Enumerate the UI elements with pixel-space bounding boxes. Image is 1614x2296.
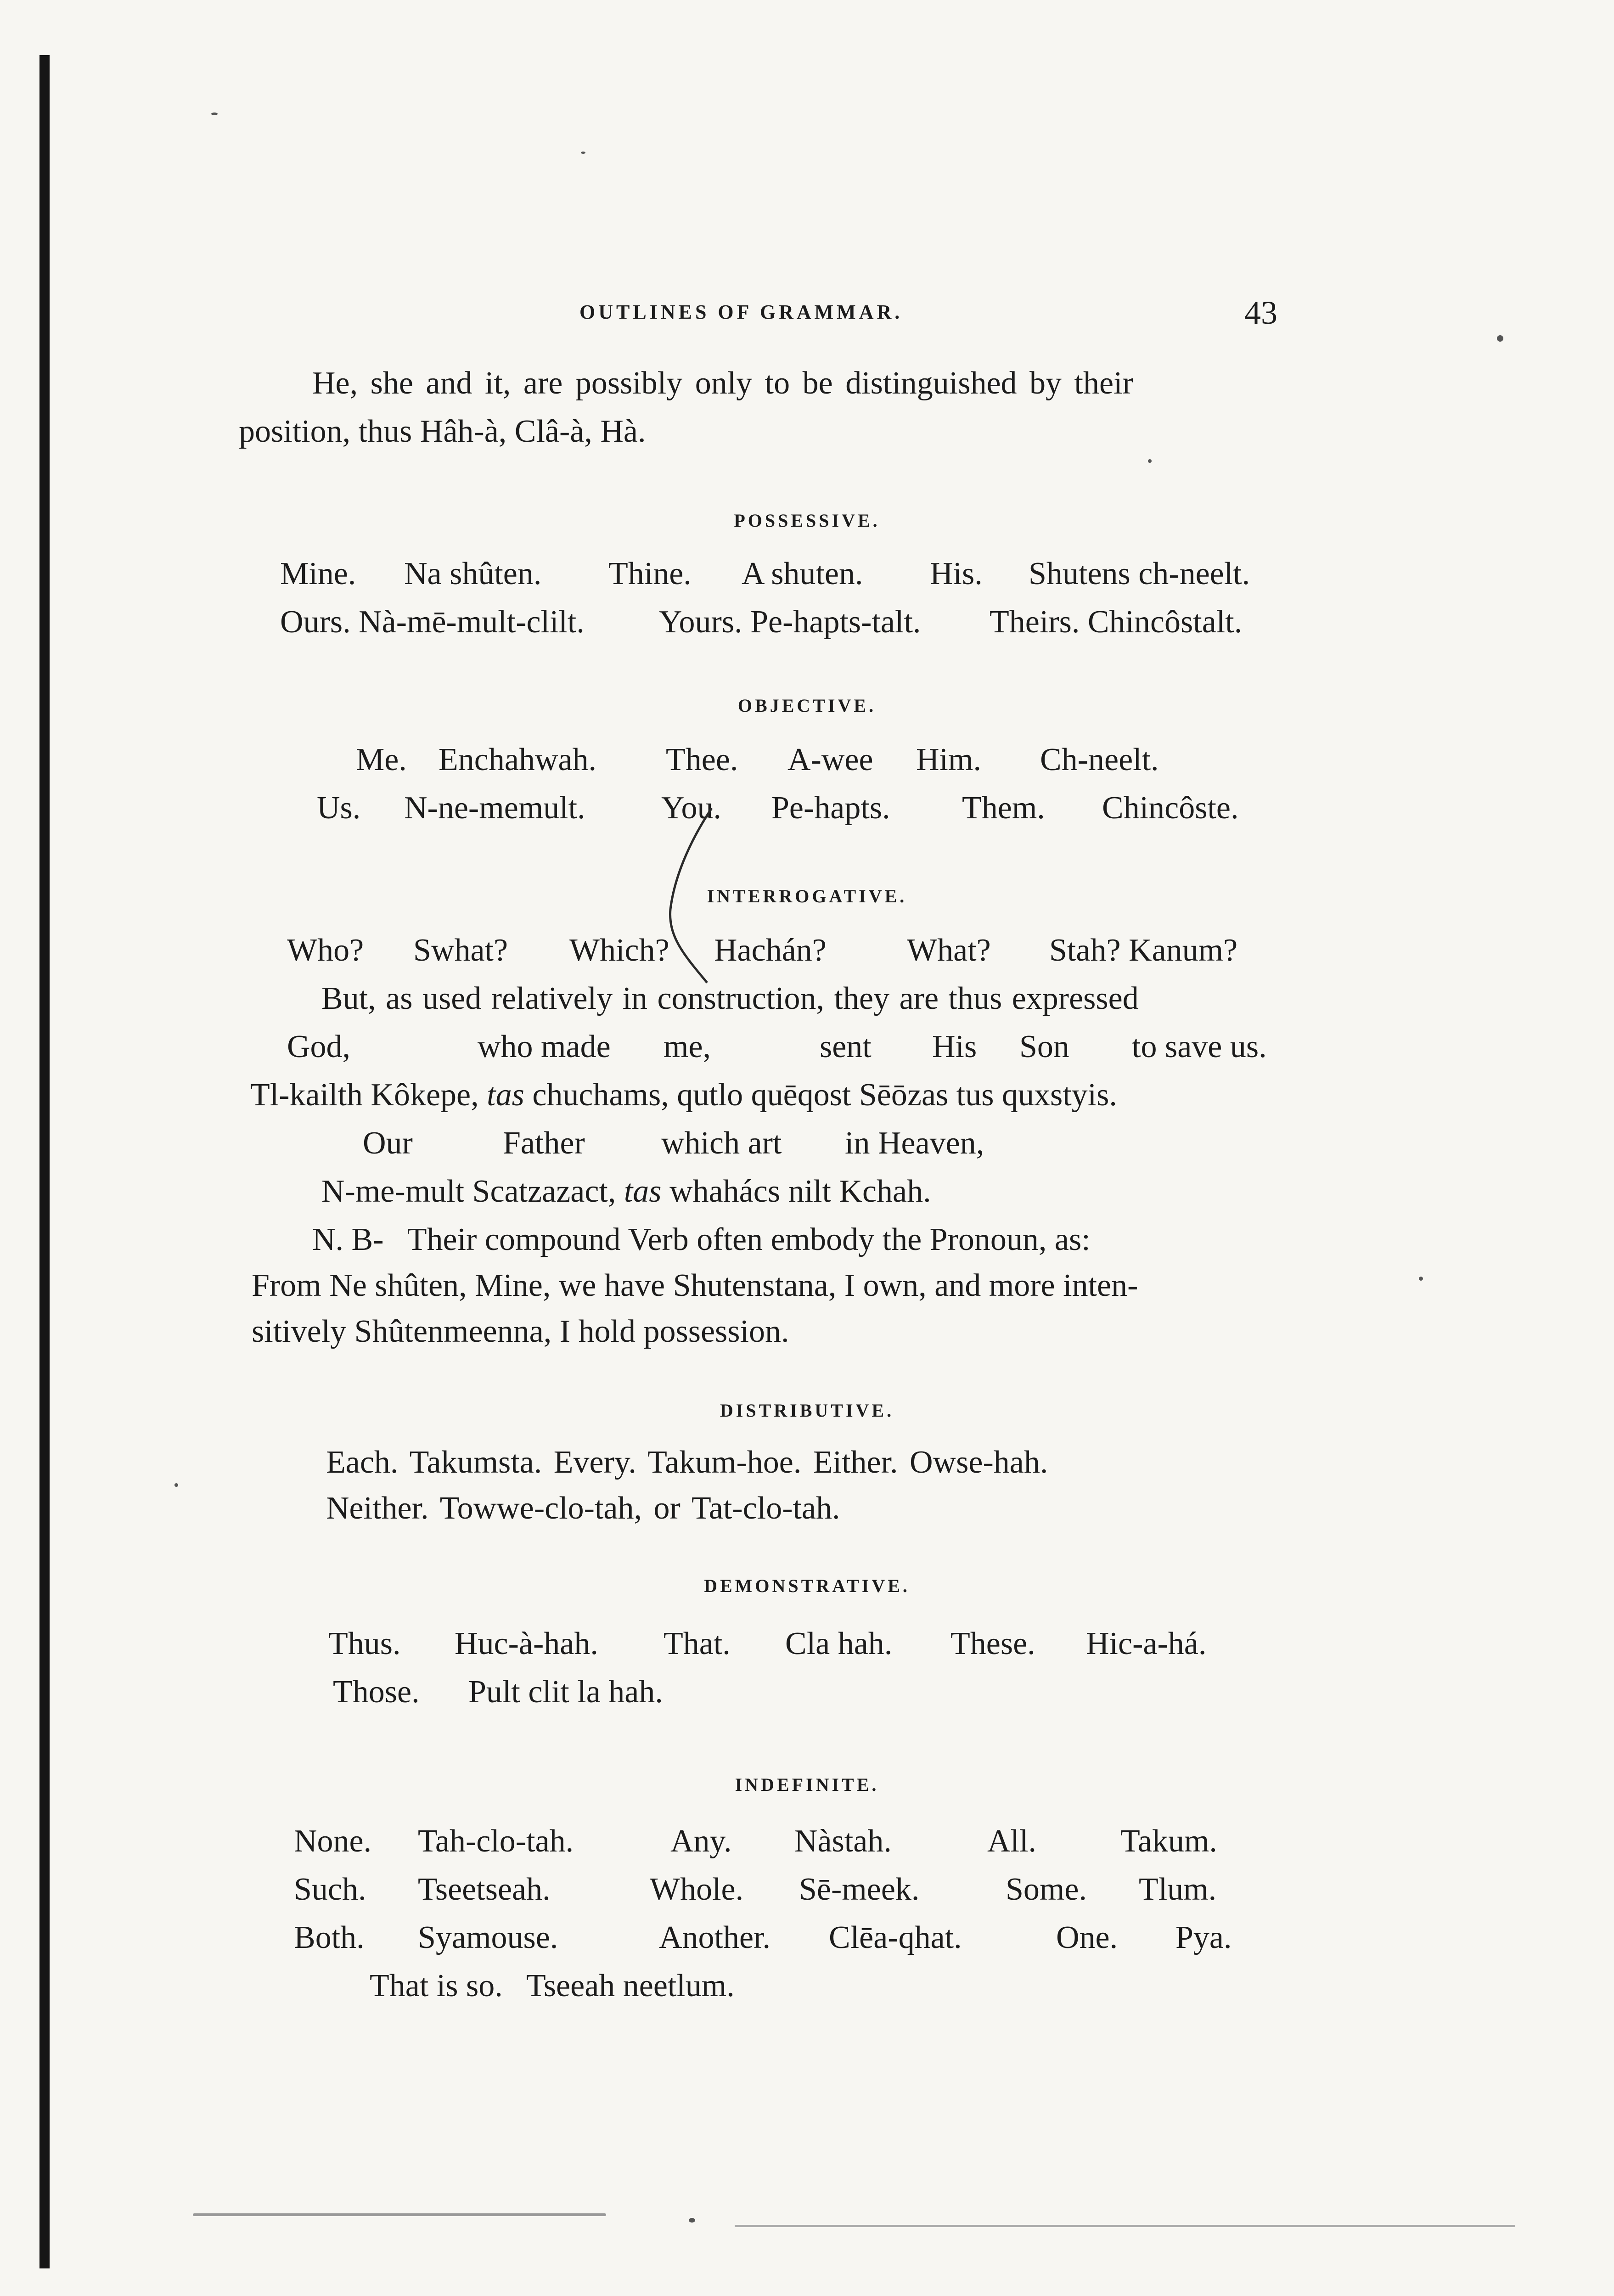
indefinite-cell: Such. [294,1872,366,1907]
nb-line-3: sitively Shûtenmeenna, I hold possession. [252,1314,789,1349]
possessive-cell: His. [930,556,983,591]
distributive-line-1: Each. Takumsta. Every. Takum-hoe. Either. Owse-hah. [326,1445,1048,1480]
objective-cell: Enchahwah. [439,742,597,777]
relative-line: But, as used relatively in construction, they are thus expressed [321,981,1139,1016]
scan-speck [1497,335,1503,342]
possessive-cell: A shuten. [742,556,863,591]
indefinite-cell: Both. [294,1920,365,1955]
indefinite-cell: All. [987,1823,1036,1859]
indefinite-cell: Some. [1006,1872,1087,1907]
example1-native-b: chuchams, qutlo quēqost Sēōzas tus quxstyis. [532,1077,1117,1113]
demonstrative-cell: Hic-a-há. [1086,1626,1207,1661]
indefinite-cell: Tlum. [1139,1872,1217,1907]
binding-edge [39,55,50,2268]
indefinite-cell: Clēa-qhat. [829,1920,962,1955]
possessive-cell: Thine. [608,556,692,591]
example2-native-b: whahács nilt Kchah. [669,1174,931,1209]
scan-speck [1419,1277,1423,1281]
example2-native-a: N-me-mult Scatzazact, [321,1174,616,1209]
objective-cell: Him. [916,742,981,777]
interrogative-cell: Swhat? [413,933,508,968]
possessive-cell: Shutens ch-neelt. [1029,556,1250,591]
demonstrative-cell: Huc-à-hah. [455,1626,598,1661]
example2-en-word: which art [661,1125,782,1161]
objective-cell: You. [661,790,722,826]
objective-cell: Us. [317,790,361,826]
possessive-cell: Na shûten. [404,556,542,591]
example2-native [321,1176,931,1208]
demonstrative-cell: Pult clit la hah. [468,1674,663,1710]
objective-cell: Ch-neelt. [1040,742,1159,777]
distributive-line-2: Neither. Towwe-clo-tah, or Tat-clo-tah. [326,1491,840,1526]
example2-en-word: Father [503,1125,585,1161]
indefinite-cell: Tseetseah. [418,1872,551,1907]
indefinite-final: That is so. Tseeah neetlum. [370,1968,735,2003]
example1-en-word: to save us. [1132,1029,1267,1064]
demonstrative-cell: That. [664,1626,731,1661]
indefinite-cell: Any. [670,1823,732,1859]
objective-cell: N-ne-memult. [404,790,585,826]
nb-line-1: N. B- Their compound Verb often embody the Pronoun, as: [312,1222,1091,1257]
possessive-cell: Yours. Pe-hapts-talt. [659,604,921,640]
indefinite-cell: Pya. [1175,1920,1232,1955]
possessive-cell: Ours. Nà-mē-mult-clilt. [280,604,585,640]
indefinite-cell: Syamouse. [418,1920,558,1955]
interrogative-cell: Hachán? [714,933,827,968]
indefinite-cell: Whole. [650,1872,744,1907]
example1-en-word: God, [287,1029,351,1064]
demonstrative-cell: These. [950,1626,1035,1661]
possessive-heading: POSSESSIVE. [734,510,880,531]
scan-speck [193,2213,606,2216]
scan-speck [211,113,218,115]
example1-en-word: me, [664,1029,711,1064]
nb-line-2: From Ne shûten, Mine, we have Shutenstana, I own, and more inten- [252,1268,1138,1303]
objective-cell: Pe-hapts. [771,790,890,826]
intro-line-1: He, she and it, are possibly only to be distinguished by their [312,366,1133,401]
indefinite-cell: Tah-clo-tah. [418,1823,574,1859]
scan-speck [581,152,585,154]
interrogative-cell: Who? [287,933,364,968]
possessive-cell: Theirs. Chincôstalt. [990,604,1243,640]
example1-native [250,1079,1117,1111]
objective-cell: Thee. [666,742,738,777]
scan-speck [689,2218,695,2223]
objective-cell: Chincôste. [1102,790,1239,826]
scan-speck [174,1483,178,1487]
interrogative-heading: INTERROGATIVE. [707,886,907,906]
objective-cell: Them. [962,790,1045,826]
example2-en-word: in Heaven, [845,1125,984,1161]
example1-en-word: His [932,1029,977,1064]
interrogative-cell: What? [907,933,991,968]
possessive-cell: Mine. [280,556,356,591]
indefinite-cell: None. [294,1823,372,1859]
interrogative-cell: Stah? Kanum? [1049,933,1238,968]
distributive-heading: DISTRIBUTIVE. [720,1400,894,1421]
example1-en-word: Son [1019,1029,1069,1064]
interrogative-cell: Which? [569,933,669,968]
scan-speck [1148,459,1152,463]
example1-en-word: who made [478,1029,611,1064]
example1-native-tas: tas [487,1077,524,1113]
indefinite-cell: Sē-meek. [799,1872,920,1907]
indefinite-heading: INDEFINITE. [735,1774,879,1795]
example2-native-tas: tas [624,1174,662,1209]
objective-cell: A-wee [787,742,873,777]
indefinite-cell: One. [1056,1920,1118,1955]
objective-heading: OBJECTIVE. [737,695,877,716]
scan-speck [735,2225,1515,2227]
example1-en-word: sent [820,1029,872,1064]
example1-native-a: Tl-kailth Kôkepe, [250,1077,479,1113]
example2-en-word: Our [363,1125,413,1161]
demonstrative-cell: Those. [333,1674,420,1710]
indefinite-cell: Another. [659,1920,771,1955]
page-number: 43 [1244,294,1277,331]
intro-line-2: position, thus Hâh-à, Clâ-à, Hà. [239,414,646,449]
indefinite-cell: Takum. [1120,1823,1217,1859]
indefinite-cell: Nàstah. [794,1823,892,1859]
demonstrative-cell: Thus. [328,1626,401,1661]
demonstrative-cell: Cla hah. [785,1626,893,1661]
running-head-title: OUTLINES OF GRAMMAR. [579,301,903,323]
demonstrative-heading: DEMONSTRATIVE. [704,1576,910,1596]
objective-cell: Me. [356,742,407,777]
